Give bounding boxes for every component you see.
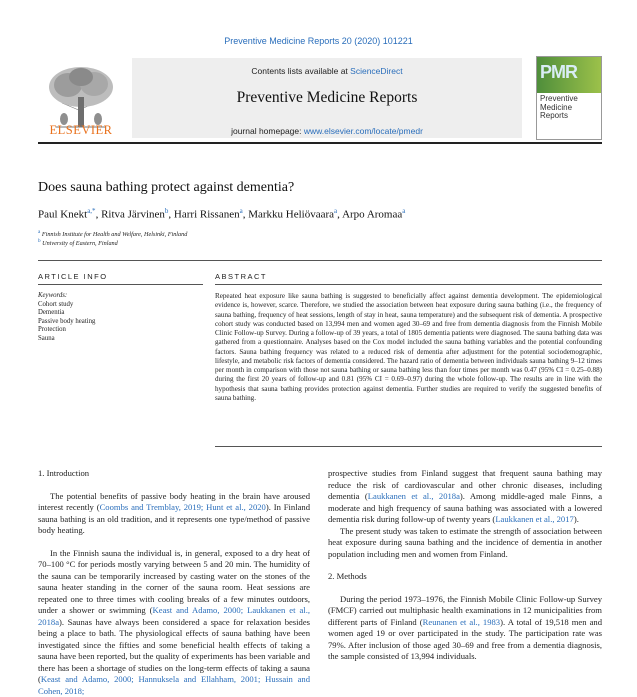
paragraph: prospective studies from Finland suggest that frequent sauna bathing may reduce the risk of cardiovascular and other chronic diseases, including dementia (Laukkanen et al., 2018a). Among middle-aged male Finns, a moderate and high frequency of sauna bathing was associated with a lowered dementia risk during follow-up of twenty years (Laukkanen et al., 2017). <box>328 468 602 526</box>
author-separator: , <box>96 209 102 221</box>
body-column-left <box>38 468 310 697</box>
keyword: Passive body heating <box>38 318 203 327</box>
homepage-link[interactable]: www.elsevier.com/locate/pmedr <box>304 126 423 136</box>
paragraph: In the Finnish sauna the individual is, in general, exposed to a dry heat of 70–100 °C for periods mostly varying between 5 and 20 min. The humidity of the sauna can be temporarily increased by casting water on the stones of the sauna heater standing in the corner of the sauna room. Heat sessions are repeated one to three times with cooling breaks of a few minutes outdoors, under a shower or swimming (Keast and Adamo, 2000; Laukkanen et al., 2018a). Saunas have always been considered a space for relaxation besides being a place to bath. The physiological effects of sauna bathing have been investigated since the fifties and some beneficial health effects of taking a sauna have been reported, but the quality of experiments has been variable and there has been a shortage of studies on the long-term effects of taking a sauna (Keast and Adamo, 2000; Hannuksela and Ellahham, 2001; Hussain and Cohen, 2018; <box>38 548 310 697</box>
section-heading-introduction: 1. Introduction <box>38 468 310 480</box>
author-name[interactable]: Ritva Järvinen <box>101 209 165 221</box>
article-title: Does sauna bathing protect against dementia? <box>38 180 294 196</box>
keyword: Sauna <box>38 335 203 344</box>
cover-abbrev: PMR <box>540 62 577 83</box>
abstract-rule <box>215 284 602 285</box>
article-info-rule <box>38 284 203 285</box>
affiliation-b: $^b$ University of Eastern, Finland <box>38 238 118 247</box>
author-separator: , <box>168 209 174 221</box>
cover-journal-name: Preventive Medicine Reports <box>540 95 600 121</box>
author-name[interactable]: Harri Rissanen <box>174 209 240 221</box>
keyword: Protection <box>38 326 203 335</box>
author-name[interactable]: Markku Heliövaara <box>248 209 334 221</box>
author-affiliation-marker[interactable]: a <box>334 207 337 215</box>
homepage-line: journal homepage: www.elsevier.com/locate/pmedr <box>132 126 522 136</box>
citation-link[interactable]: Laukkanen et al., 2017 <box>495 514 574 524</box>
header-rule <box>38 142 602 144</box>
author-name[interactable]: Arpo Aromaa <box>342 209 402 221</box>
publisher-logo-text: ELSEVIER <box>38 123 124 138</box>
author-separator: , <box>243 209 249 221</box>
abstract-heading: ABSTRACT <box>215 272 602 281</box>
author-affiliation-marker[interactable]: a <box>240 207 243 215</box>
author-affiliation-marker[interactable]: a <box>402 207 405 215</box>
keywords-box <box>38 292 203 344</box>
affiliation-a: $^a$ Finnish Institute for Health and Welfare, Helsinki, Finland <box>38 229 187 238</box>
paragraph: During the period 1973–1976, the Finnish Mobile Clinic Follow-up Survey (FMCF) carried out multiphasic health examinations in 12 municipalities from different parts of Finland (Reunanen et al., 1983). A total of 19,518 men and women aged 19 or over participated in the study. The participation rate was 79%. After inclusion of those aged 30–69 and free from a dementia diagnosis, the sample consisted of 13,994 individuals. <box>328 594 602 663</box>
contents-line: Contents lists available at ScienceDirect <box>132 66 522 76</box>
keywords-label: Keywords: <box>38 292 203 301</box>
journal-reference[interactable]: Preventive Medicine Reports 20 (2020) 101221 <box>0 36 637 46</box>
abstract-bottom-rule <box>215 446 602 447</box>
keywords-list <box>38 301 203 344</box>
author-affiliation-marker[interactable]: a,* <box>87 207 95 215</box>
author-name[interactable]: Paul Knekt <box>38 209 87 221</box>
citation-link[interactable]: Keast and Adamo, 2000; Hannuksela and Ellahham, 2001; Hussain and Cohen, 2018; <box>38 674 310 696</box>
author-separator: , <box>337 209 342 221</box>
paragraph: The potential benefits of passive body heating in the brain have aroused interest recently (Coombs and Tremblay, 2019; Hunt et al., 2020). In Finland sauna bathing is an old tradition, and it represents one type/method of passive body heating. <box>38 491 310 537</box>
article-info-heading: ARTICLE INFO <box>38 272 203 281</box>
citation-link[interactable]: Keast and Adamo, 2000; Laukkanen et al., 2018a <box>38 605 310 627</box>
paragraph: The present study was taken to estimate the strength of association between heat exposure during sauna bathing and the incidence of dementia in another population including men and women from Finland. <box>328 526 602 561</box>
title-rule <box>38 260 602 261</box>
author-list <box>38 207 405 221</box>
sciencedirect-link[interactable]: ScienceDirect <box>350 66 402 76</box>
journal-title: Preventive Medicine Reports <box>132 89 522 107</box>
keyword: Dementia <box>38 309 203 318</box>
abstract-text: Repeated heat exposure like sauna bathing is suggested to beneficially affect against dementia development. The epidemiological evidence is, however, scarce. Therefore, we studied the association between heat exposure during sauna bathing (i.e., the frequency of sauna bathing, frequency of heat sessions, length of stay in heat, sauna temperature) and the subsequent risk of dementia. A prospective cohort study was conducted based on 13,994 men and women aged 30–69 and free from dementia diagnosis from the Finnish Mobile Clinic Follow-up Survey. During a follow-up of 39 years, a total of 1805 dementia patients were diagnosed. The sauna bathing data was gathered from a questionnaire. Analyses based on the Cox model included the sauna bathing variables and the potential confounding factors. Sauna bathing frequency was related to a reduced risk of dementia after adjustment for the potential sociodemographic, lifestyle, and metabolic risk factors of dementia considered. The hazard ratio of dementia between individuals sauna bathing 9–12 times per month in comparison with those not sauna bathing or sauna bathing less than four times per month was 0.47 (95% CI = 0.25–0.88) during the first 20 years of follow-up and 0.81 (95% CI = 0.69–0.97) during the whole follow-up. The results are in line with the hypothesis that sauna bathing provides protection against dementia. Further studies are required to verify the suggested benefits of sauna bathing. <box>215 292 602 403</box>
citation-link[interactable]: Reunanen et al., 1983 <box>423 617 500 627</box>
keyword: Cohort study <box>38 301 203 310</box>
author-affiliation-marker[interactable]: b <box>165 207 169 215</box>
citation-link[interactable]: Coombs and Tremblay, 2019; Hunt et al., 2020 <box>100 502 266 512</box>
section-heading-methods: 2. Methods <box>328 571 602 583</box>
citation-link[interactable]: Laukkanen et al., 2018a <box>368 491 460 501</box>
body-column-right <box>328 468 602 663</box>
